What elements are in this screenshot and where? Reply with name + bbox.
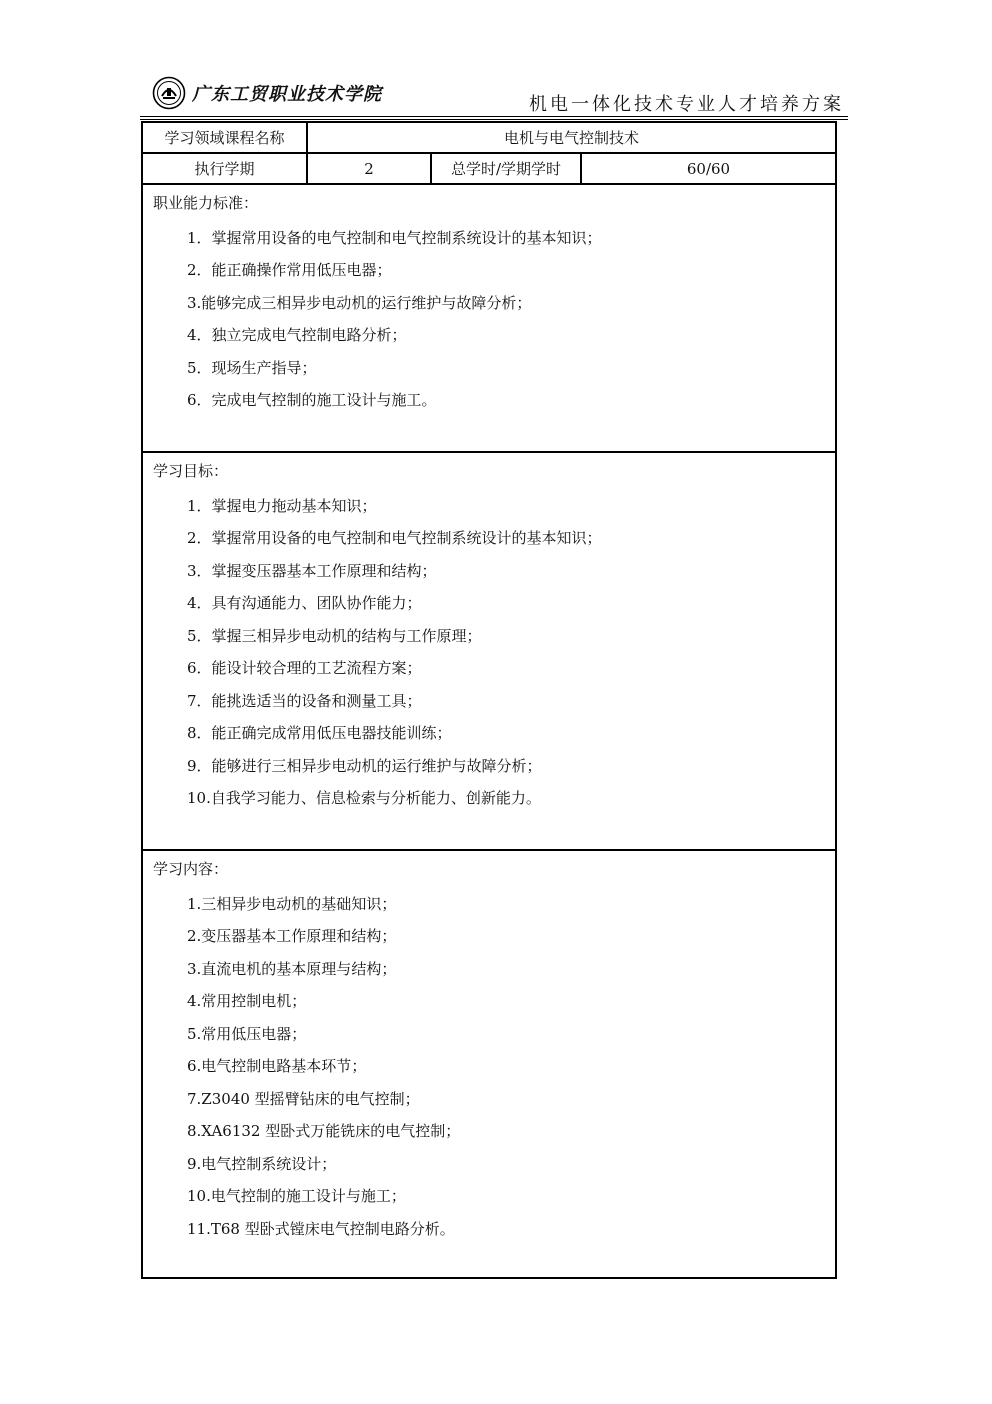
content-section [142,850,836,1278]
list-item: 9.电气控制系统设计； [187,1154,337,1173]
competency-section [142,184,836,452]
content-title: 学习内容： [153,860,229,878]
list-item: 4．独立完成电气控制电路分析； [187,326,407,344]
hours-label: 总学时/学期学时 [431,153,581,184]
list-item: 3.能够完成三相异步电动机的运行维护与故障分析； [187,293,532,312]
list-item: 1．掌握电力拖动基本知识； [187,496,377,515]
list-item: 11.T68 型卧式镗床电气控制电路分析。 [187,1219,455,1238]
list-item: 1．掌握常用设备的电气控制和电气控制系统设计的基本知识； [187,228,602,247]
list-item: 7.Z3040 型摇臂钻床的电气控制； [187,1089,420,1108]
objectives-section [142,452,836,850]
objectives-title: 学习目标： [153,462,229,480]
list-item: 4.常用控制电机； [187,992,307,1010]
school-seal-icon [152,76,186,110]
list-item: 8.XA6132 型卧式万能铣床的电气控制； [187,1122,461,1140]
list-item: 5．现场生产指导； [187,358,317,377]
list-item: 6．完成电气控制的施工设计与施工。 [187,391,437,409]
semester-value: 2 [307,153,431,184]
list-item: 6．能设计较合理的工艺流程方案； [187,659,422,677]
list-item: 1.三相异步电动机的基础知识； [187,894,397,913]
semester-row [142,153,836,184]
semester-label: 执行学期 [142,153,307,184]
course-name-value: 电机与电气控制技术 [307,122,836,153]
list-item: 4．具有沟通能力、团队协作能力； [187,594,422,612]
page-header [140,70,848,118]
competency-row [142,184,836,452]
hours-value: 60/60 [581,153,836,184]
list-item: 5.常用低压电器； [187,1024,307,1043]
competency-title: 职业能力标准： [153,194,259,212]
course-table [141,121,837,1279]
list-item: 7．能挑选适当的设备和测量工具； [187,691,422,710]
list-item: 2．掌握常用设备的电气控制和电气控制系统设计的基本知识； [187,529,602,547]
course-name-row [142,122,836,153]
content-row [142,850,836,1278]
document-title: 机电一体化技术专业人才培养方案 [529,94,844,115]
list-item: 10.自我学习能力、信息检索与分析能力、创新能力。 [187,789,541,807]
list-item: 5．掌握三相异步电动机的结构与工作原理； [187,626,482,645]
school-name: 广东工贸职业技术学院 [192,84,382,105]
objectives-row [142,452,836,850]
course-name-label: 学习领域课程名称 [142,122,307,153]
list-item: 6.电气控制电路基本环节； [187,1057,367,1075]
list-item: 2.变压器基本工作原理和结构； [187,927,397,945]
list-item: 2．能正确操作常用低压电器； [187,261,392,279]
list-item: 3．掌握变压器基本工作原理和结构； [187,561,437,580]
header-rule [140,116,848,117]
school-logo [152,76,382,110]
list-item: 3.直流电机的基本原理与结构； [187,959,397,978]
list-item: 8．能正确完成常用低压电器技能训练； [187,724,452,742]
header-rule-thin [140,119,848,120]
list-item: 9．能够进行三相异步电动机的运行维护与故障分析； [187,756,542,775]
list-item: 10.电气控制的施工设计与施工； [187,1187,406,1205]
